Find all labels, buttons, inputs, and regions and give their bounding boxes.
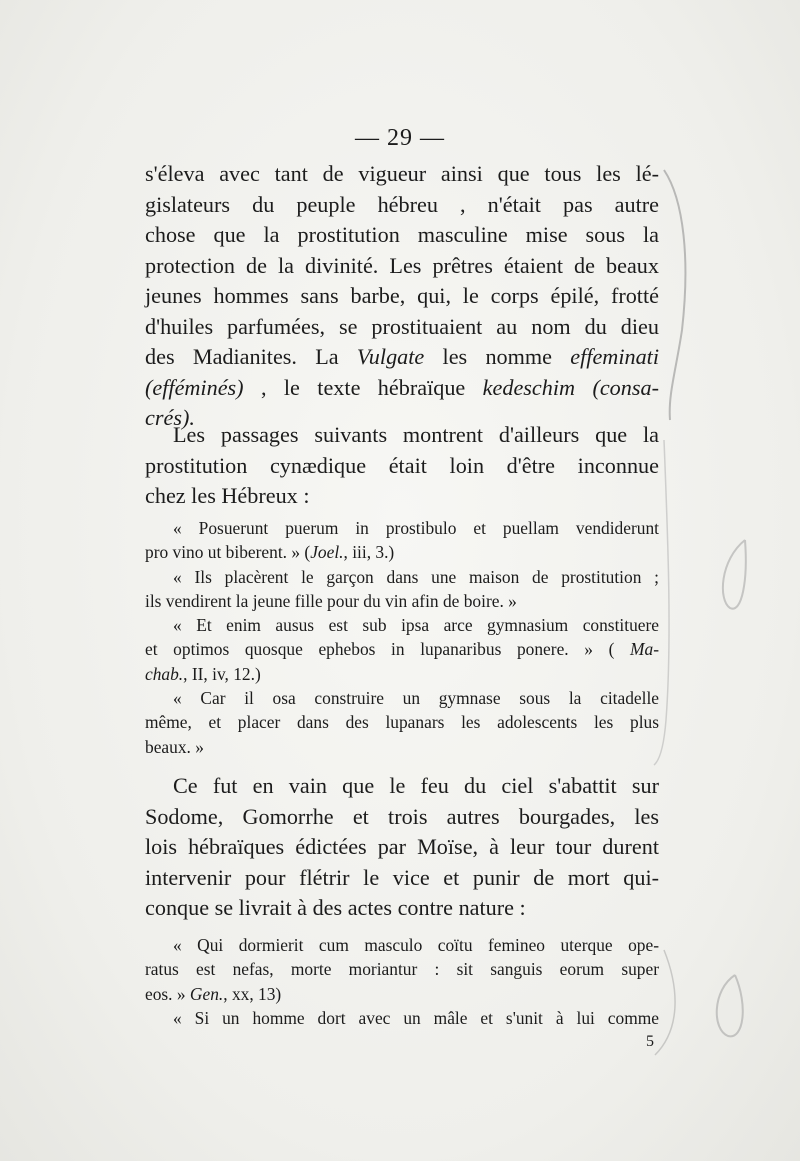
italic-term: effeminati (570, 344, 659, 369)
margin-loop-1 (723, 540, 746, 609)
text-line (145, 373, 659, 404)
text-line: s'éleva avec tant de vigueur ainsi que tous les lé- (145, 161, 659, 186)
margin-bracket-top (664, 170, 685, 420)
quote-line (145, 637, 659, 661)
quote-line: « Si un homme dort avec un mâle et s'unit à lui comme (173, 1007, 659, 1028)
text-line: Ce fut en vain que le feu du ciel s'abattit sur (173, 773, 659, 798)
signature-mark: 5 (646, 1033, 654, 1050)
text-run: les nomme (424, 344, 571, 369)
text-line: lois hébraïques édictées par Moïse, à leur tour durent (145, 834, 659, 859)
text-run: eos. » (145, 983, 190, 1004)
quote-line: « Et enim ausus est sub ipsa arce gymnasium constituere (173, 615, 659, 636)
margin-loop-2 (717, 975, 743, 1036)
italic-term: Vulgate (356, 344, 425, 369)
quote-block-2 (145, 933, 659, 1030)
italic-term: Joel. (310, 542, 344, 563)
quote-line (145, 540, 659, 564)
paragraph-3 (145, 771, 659, 924)
text-run: pro vino ut biberent. » ( (145, 542, 311, 563)
italic-term: (efféminés) (145, 374, 244, 400)
text-line: chose que la prostitution masculine mise sous la (145, 222, 659, 247)
text-line: d'huiles parfumées, se prostituaient au nom du dieu (145, 313, 659, 339)
quote-line: ratus est nefas, morte moriantur : sit sanguis eorum super (145, 959, 659, 980)
text-line: chez les Hébreux : (145, 483, 310, 508)
italic-term: Ma- (630, 639, 659, 660)
text-line: Les passages suivants montrent d'ailleurs que la (173, 422, 659, 447)
text-line: protection de la divinité. Les prêtres étaient de beaux (145, 252, 659, 278)
text-line: prostitution cynædique était loin d'être inconnue (145, 452, 659, 478)
text-run: , xx, 13) (223, 983, 282, 1004)
italic-term: Gen. (189, 983, 224, 1004)
quote-line: ils vendirent la jeune fille pour du vin afin de boire. » (145, 590, 517, 611)
text-line: intervenir pour flétrir le vice et punir de mort qui- (145, 864, 659, 890)
text-run: des Madianites. La (145, 344, 357, 369)
paragraph-2 (145, 420, 659, 512)
quote-line: beaux. » (145, 736, 204, 757)
quote-line: « Posuerunt puerum in prostibulo et puellam vendiderunt (173, 518, 659, 538)
italic-term: crés). (145, 405, 195, 430)
text-run: , II, iv, 12.) (183, 663, 261, 684)
italic-term: kedeschim (consa- (482, 374, 659, 400)
quote-line: « Qui dormierit cum masculo coïtu femineo uterque ope- (173, 935, 659, 955)
text-line (145, 342, 659, 373)
quote-line (145, 662, 659, 686)
text-line: gislateurs du peuple hébreu , n'était pas autre (145, 191, 659, 217)
quote-line (145, 982, 659, 1006)
text-line: conque se livrait à des actes contre nature : (145, 895, 526, 920)
italic-term: chab. (145, 663, 184, 684)
text-line: Sodome, Gomorrhe et trois autres bourgades, les (145, 803, 659, 829)
text-run: , le texte hébraïque (243, 374, 483, 400)
paragraph-1 (145, 159, 659, 434)
text-line: jeunes hommes sans barbe, qui, le corps épilé, frotté (145, 283, 659, 308)
quote-line: même, et placer dans des lupanars les adolescents les plus (145, 712, 659, 733)
text-run: , iii, 3.) (343, 542, 395, 563)
quote-line: « Ils placèrent le garçon dans une maison de prostitution ; (173, 566, 659, 587)
quote-block-1 (145, 516, 659, 759)
quote-line: « Car il osa construire un gymnase sous la citadelle (173, 688, 659, 709)
text-run: et optimos quosque ephebos in lupanaribus ponere. » ( (145, 639, 631, 660)
page-number: — 29 — (355, 125, 445, 151)
